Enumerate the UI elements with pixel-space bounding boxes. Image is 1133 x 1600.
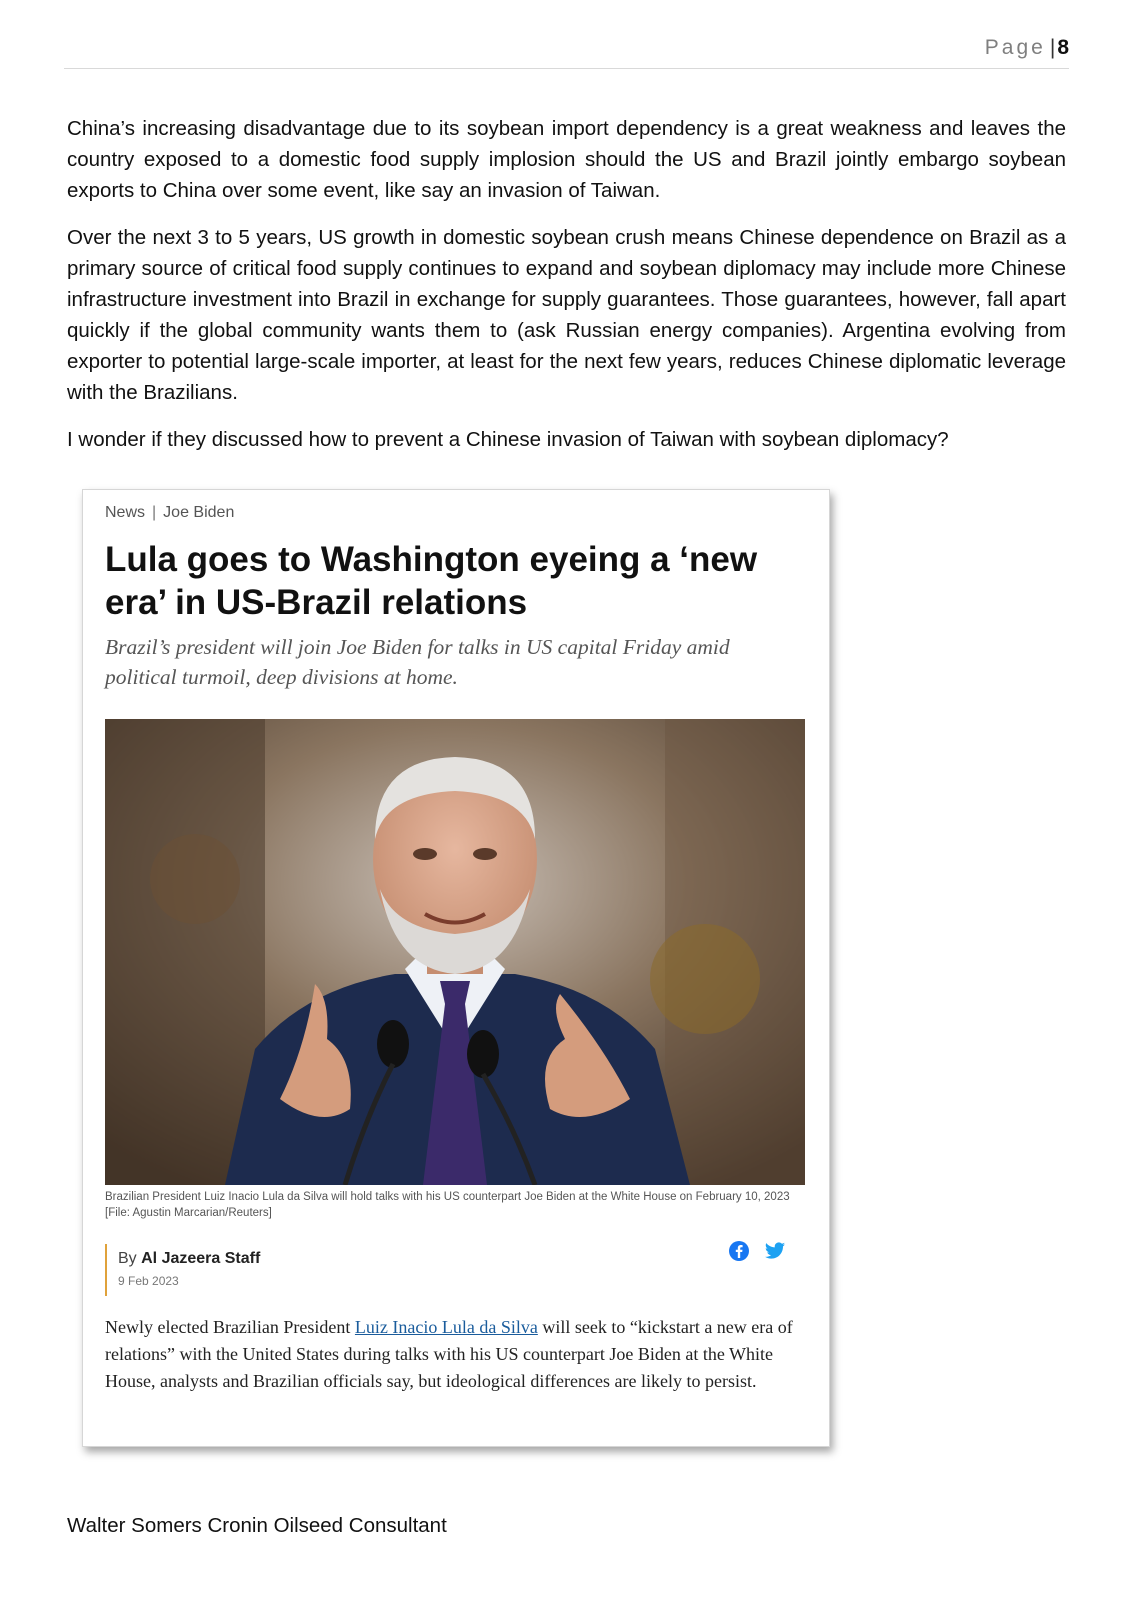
twitter-icon[interactable] bbox=[764, 1240, 786, 1262]
lede-text-start: Newly elected Brazilian President bbox=[105, 1317, 355, 1337]
paragraph: I wonder if they discussed how to prevent a Chinese invasion of Taiwan with soybean diplomacy? bbox=[67, 428, 949, 451]
page-header bbox=[64, 36, 1069, 69]
page-number: 8 bbox=[1057, 36, 1069, 59]
article-headline: Lula goes to Washington eyeing a ‘new era’ in US-Brazil relations bbox=[105, 540, 758, 622]
share-buttons bbox=[728, 1240, 786, 1262]
byline bbox=[105, 1244, 260, 1296]
byline-prefix: By bbox=[118, 1250, 137, 1267]
lede-text-end: will seek to “kickstart a new era of relations” with the United States during talks with his US counterpart Joe Biden at the White House, analysts and Brazilian officials say, but ideological differences are likely to persist. bbox=[105, 1317, 793, 1391]
author-name[interactable]: Al Jazeera Staff bbox=[141, 1250, 261, 1267]
page-label: Page bbox=[984, 36, 1046, 59]
lula-portrait-image bbox=[105, 719, 805, 1185]
article-lede bbox=[105, 1314, 805, 1395]
publish-date: 9 Feb 2023 bbox=[118, 1274, 179, 1288]
article-photo bbox=[105, 719, 805, 1185]
page-separator: | bbox=[1049, 36, 1056, 59]
photo-caption: Brazilian President Luiz Inacio Lula da Silva will hold talks with his US counterpart Joe Biden at the White House on February 10, 2023 [File: Agustin Marcarian/Reuters] bbox=[105, 1191, 790, 1219]
body-text bbox=[67, 113, 1066, 471]
facebook-icon[interactable] bbox=[728, 1240, 750, 1262]
paragraph: China’s increasing disadvantage due to its soybean import dependency is a great weakness and leaves the country exposed to a domestic food supply implosion should the US and Brazil jointly embargo soybean exports to China over some event, like say an invasion of Taiwan. bbox=[67, 117, 1066, 202]
article-subheadline: Brazil’s president will join Joe Biden for talks in US capital Friday amid political turmoil, deep divisions at home. bbox=[105, 635, 730, 689]
byline-author-line bbox=[118, 1250, 260, 1268]
page-footer: Walter Somers Cronin Oilseed Consultant bbox=[67, 1514, 447, 1537]
breadcrumb-news[interactable]: News bbox=[105, 504, 146, 521]
lula-profile-link[interactable]: Luiz Inacio Lula da Silva bbox=[354, 1317, 538, 1337]
breadcrumb bbox=[105, 504, 234, 522]
article-screenshot bbox=[82, 489, 830, 1447]
breadcrumb-topic[interactable]: Joe Biden bbox=[163, 504, 235, 521]
paragraph: Over the next 3 to 5 years, US growth in domestic soybean crush means Chinese dependence on Brazil as a primary source of critical food supply continues to expand and soybean diplomacy may include more Chinese infrastructure investment into Brazil in exchange for supply guarantees. Those guarantees, however, fall apart quickly if the global community wants them to (ask Russian energy companies). Argentina evolving from exporter to potential large-scale importer, at least for the next few years, reduces Chinese diplomatic leverage with the Brazilians. bbox=[67, 226, 1066, 404]
breadcrumb-separator: | bbox=[152, 504, 157, 521]
